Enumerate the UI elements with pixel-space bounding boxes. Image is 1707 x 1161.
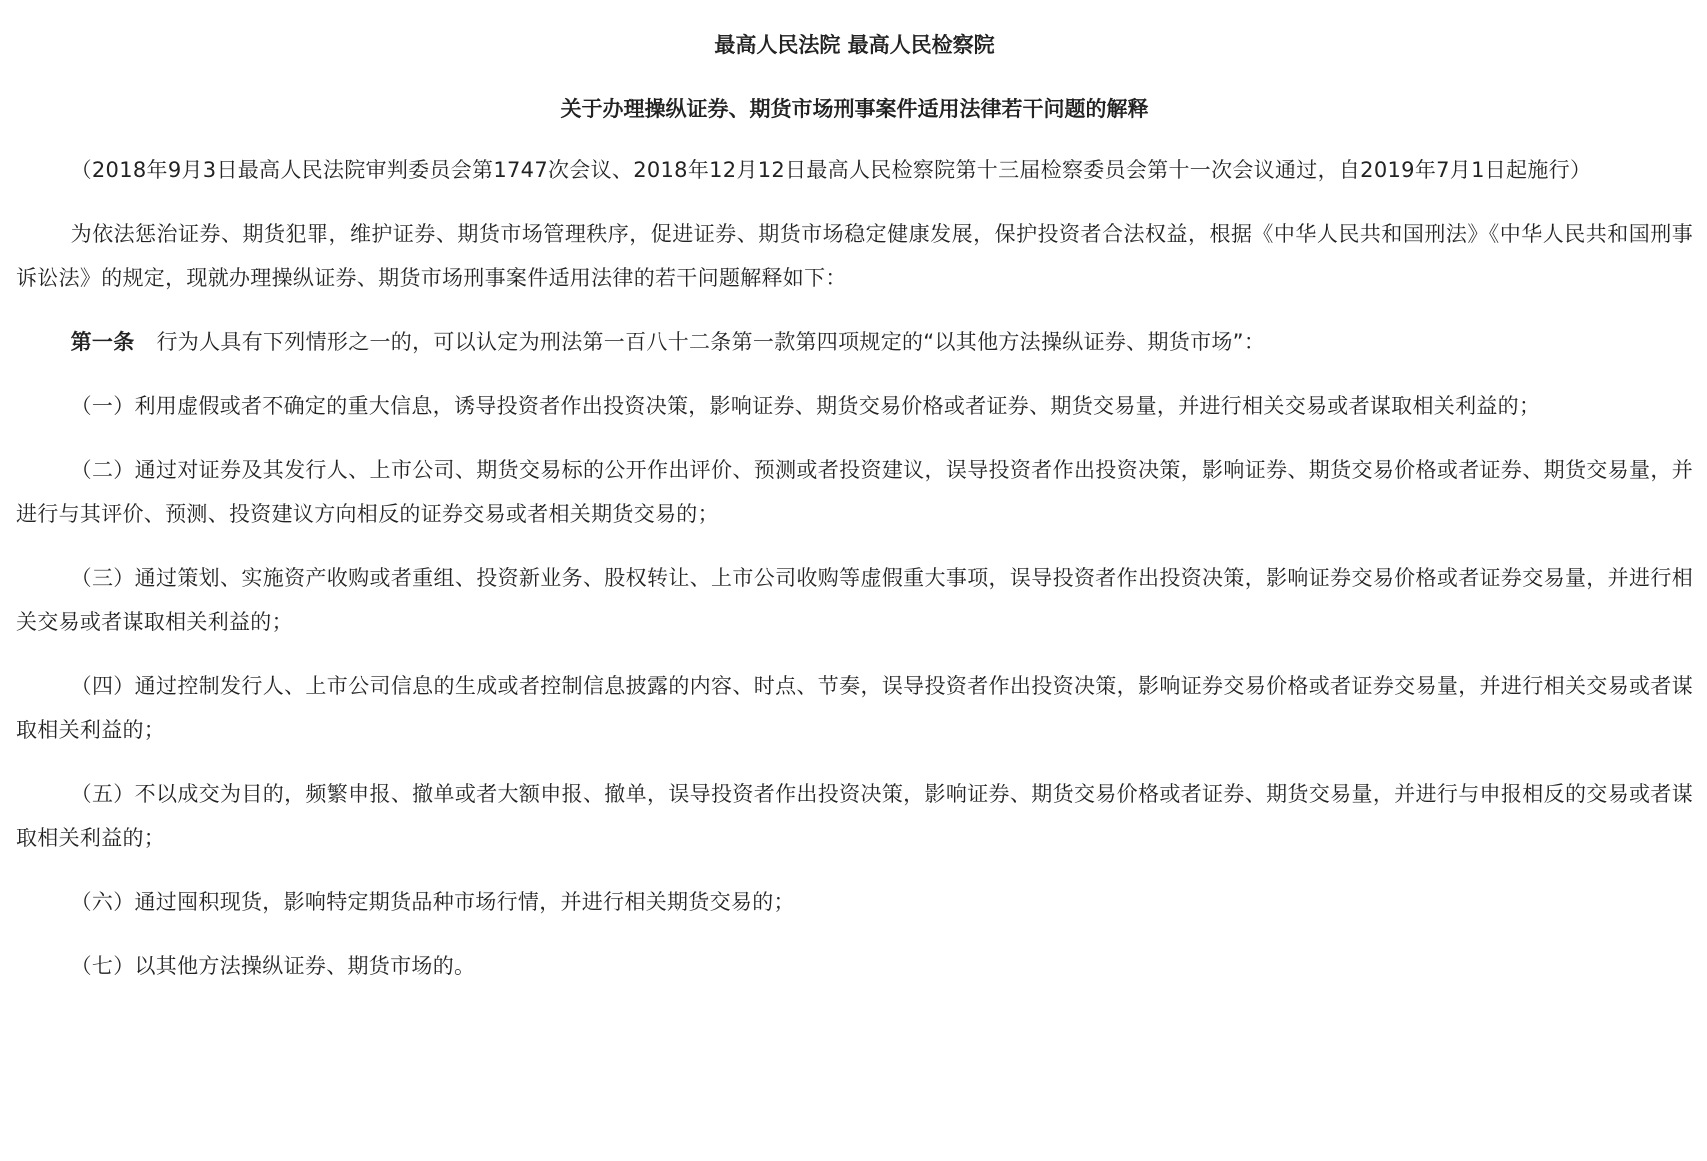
article-1-label: 第一条	[70, 330, 135, 354]
document-issuer-title: 最高人民法院 最高人民检察院	[714, 33, 995, 57]
article-1-item-5: （五）不以成交为目的，频繁申报、撤单或者大额申报、撤单，误导投资者作出投资决策，影响证券、期货交易价格或者证券、期货交易量，并进行与申报相反的交易或者谋取相关利益的；	[16, 782, 1693, 850]
article-1-paragraph	[16, 320, 1693, 364]
article-1-item-4: （四）通过控制发行人、上市公司信息的生成或者控制信息披露的内容、时点、节奏，误导投资者作出投资决策，影响证券交易价格或者证券交易量，并进行相关交易或者谋取相关利益的；	[16, 674, 1693, 742]
article-1-text: 行为人具有下列情形之一的，可以认定为刑法第一百八十二条第一款第四项规定的“以其他方法操纵证券、期货市场”：	[156, 330, 1266, 354]
article-1-item-2: （二）通过对证券及其发行人、上市公司、期货交易标的公开作出评价、预测或者投资建议，误导投资者作出投资决策，影响证券、期货交易价格或者证券、期货交易量，并进行与其评价、预测、投资建议方向相反的证券交易或者相关期货交易的；	[16, 458, 1693, 526]
article-1-item-3: （三）通过策划、实施资产收购或者重组、投资新业务、股权转让、上市公司收购等虚假重大事项，误导投资者作出投资决策，影响证券交易价格或者证券交易量，并进行相关交易或者谋取相关利益的；	[16, 566, 1693, 634]
document-title: 关于办理操纵证券、期货市场刑事案件适用法律若干问题的解释	[560, 97, 1149, 121]
article-1-item-6: （六）通过囤积现货，影响特定期货品种市场行情，并进行相关期货交易的；	[70, 890, 795, 914]
article-1-item-7: （七）以其他方法操纵证券、期货市场的。	[70, 954, 476, 978]
article-1-item-1: （一）利用虚假或者不确定的重大信息，诱导投资者作出投资决策，影响证券、期货交易价格或者证券、期货交易量，并进行相关交易或者谋取相关利益的；	[70, 394, 1541, 418]
adoption-note: （2018年9月3日最高人民法院审判委员会第1747次会议、2018年12月12日最高人民检察院第十三届检察委员会第十一次会议通过，自2019年7月1日起施行）	[70, 158, 1592, 182]
preamble-paragraph: 为依法惩治证券、期货犯罪，维护证券、期货市场管理秩序，促进证券、期货市场稳定健康发展，保护投资者合法权益，根据《中华人民共和国刑法》《中华人民共和国刑事诉讼法》的规定，现就办理操纵证券、期货市场刑事案件适用法律的若干问题解释如下：	[16, 222, 1693, 290]
